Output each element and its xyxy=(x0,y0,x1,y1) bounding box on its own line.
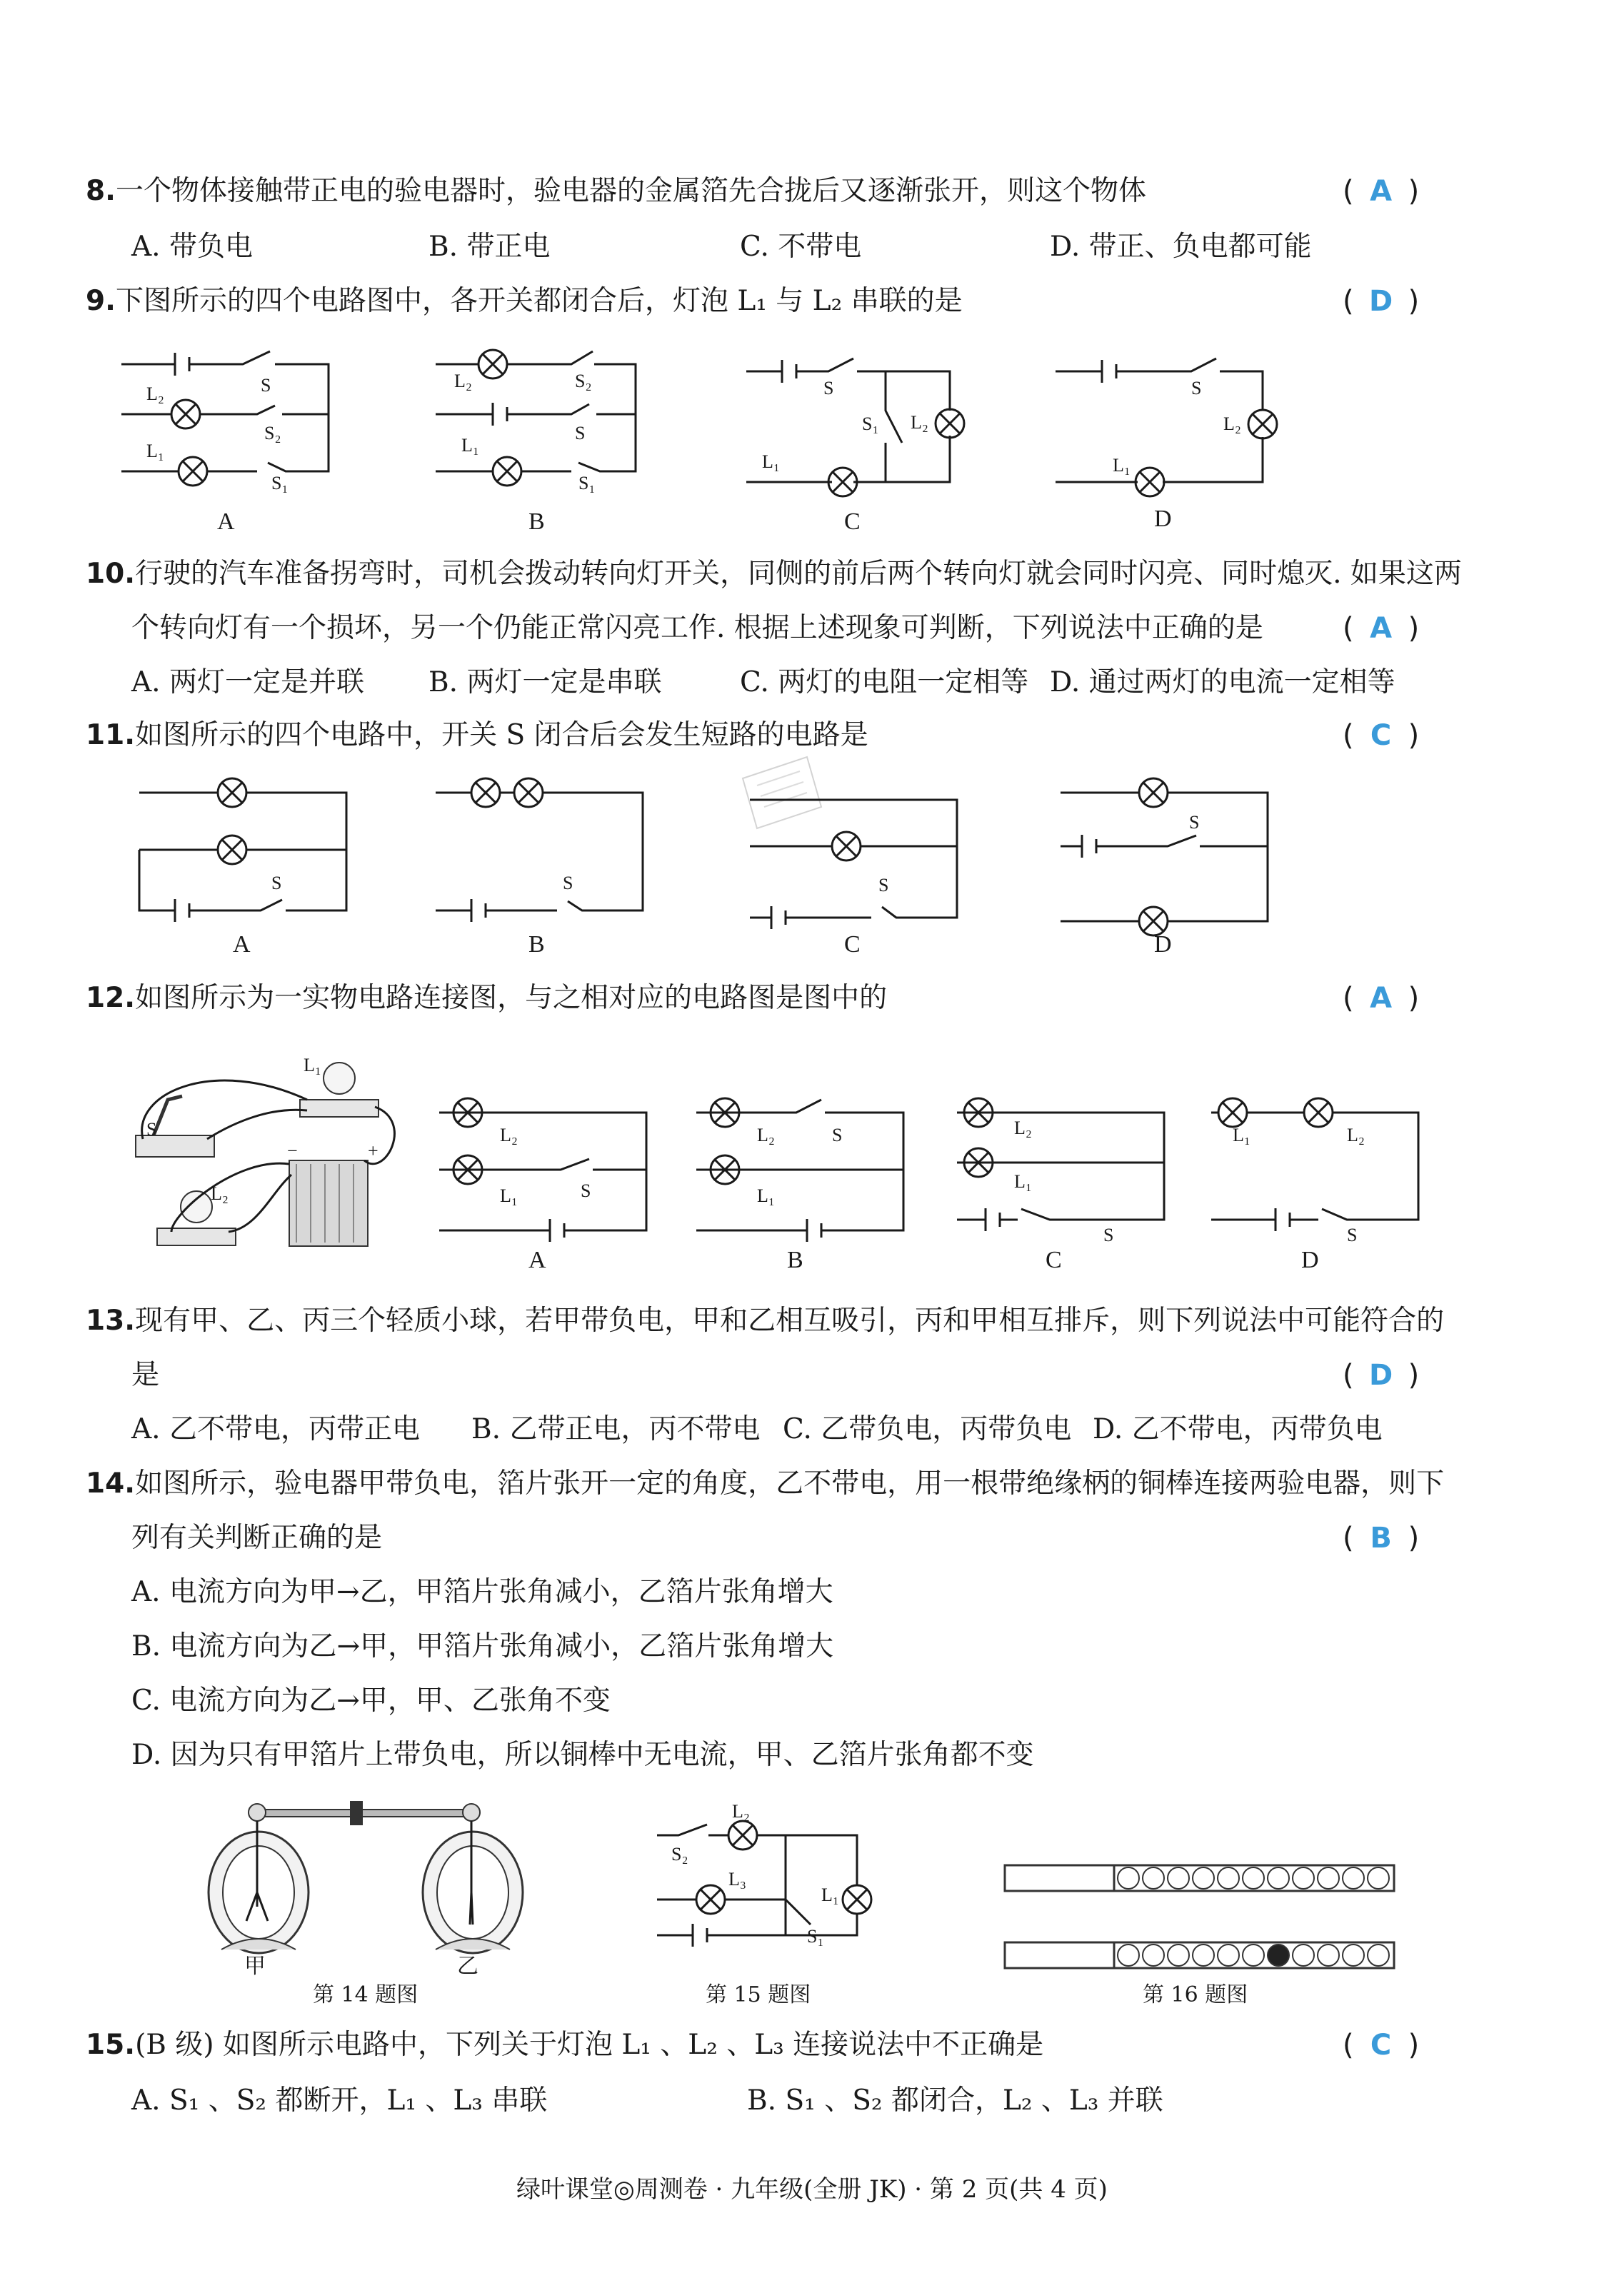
q10-text-1: 行驶的汽车准备拐弯时，司机会拨动转向灯开关，同侧的前后两个转向灯就会同时闪亮、同时熄灭. 如果这两 xyxy=(135,558,1462,590)
q14-text-1: 如图所示，验电器甲带负电，箔片张开一定的角度，乙不带电，用一根带绝缘柄的铜棒连接两验电器，则下 xyxy=(135,1467,1445,1500)
q10-number: 10. xyxy=(86,558,136,590)
svg-text:L₂: L₂ xyxy=(146,383,164,404)
q11-stem xyxy=(86,718,868,753)
q12-stem xyxy=(86,981,887,1015)
q8-stem xyxy=(86,174,1146,209)
q11-text: 如图所示的四个电路中，开关 S 闭合后会发生短路的电路是 xyxy=(135,719,868,751)
svg-text:S: S xyxy=(575,423,586,443)
page-footer: 绿叶课堂◎周测卷 · 九年级(全册 JK) · 第 2 页(共 4 页) xyxy=(516,2175,1108,2204)
q15-option-b: B. S₁ 、S₂ 都闭合，L₂ 、L₃ 并联 xyxy=(747,2084,1163,2117)
q10-option-c: C. 两灯的电阻一定相等 xyxy=(740,666,1029,698)
svg-text:S₁: S₁ xyxy=(807,1926,824,1947)
q15-answer: ( C ) xyxy=(1343,2029,1420,2062)
q11-label-c: C xyxy=(844,931,861,958)
q11-circuit-c xyxy=(743,793,964,928)
q15-text: (B 级) 如图所示电路中，下列关于灯泡 L₁ 、L₂ 、L₃ 连接说法中不正确是 xyxy=(135,2029,1044,2061)
q10-option-a: A. 两灯一定是并联 xyxy=(131,666,364,698)
q13-answer-value: D xyxy=(1369,1359,1393,1392)
svg-text:S: S xyxy=(581,1180,591,1201)
q13-text-1: 现有甲、乙、丙三个轻质小球，若甲带负电，甲和乙相互吸引，丙和甲相互排斥，则下列说法中可能符合的 xyxy=(135,1305,1445,1337)
q14-option-c: C. 电流方向为乙→甲，甲、乙张角不变 xyxy=(131,1685,611,1717)
q11-answer: ( C ) xyxy=(1343,719,1420,752)
q11-circuit-a xyxy=(132,786,354,921)
q14-stem-line2: 列有关判断正确的是 xyxy=(131,1522,383,1554)
q10-option-b: B. 两灯一定是串联 xyxy=(428,666,662,698)
q9-label-c: C xyxy=(844,508,861,535)
q8-text: 一个物体接触带正电的验电器时，验电器的金属箔先合拢后又逐渐张开，则这个物体 xyxy=(115,175,1146,207)
q11-label-b: B xyxy=(528,931,545,958)
q14-answer: ( B ) xyxy=(1343,1522,1420,1555)
q12-label-a: A xyxy=(528,1247,546,1273)
q9-circuit-a xyxy=(114,343,343,493)
svg-text:L₂: L₂ xyxy=(211,1183,229,1204)
q14-option-b: B. 电流方向为乙→甲，甲箔片张角减小，乙箔片张角增大 xyxy=(131,1630,834,1662)
q10-answer: ( A ) xyxy=(1343,612,1420,645)
svg-text:S₂: S₂ xyxy=(264,423,281,443)
svg-text:L₂: L₂ xyxy=(1223,413,1241,434)
q15-answer-value: C xyxy=(1370,2029,1392,2062)
svg-text:L₂: L₂ xyxy=(757,1125,775,1145)
svg-text:S: S xyxy=(271,873,282,893)
svg-text:L₂: L₂ xyxy=(1014,1118,1032,1138)
svg-text:S₁: S₁ xyxy=(271,473,289,493)
fig16-balls xyxy=(1003,1864,1396,1971)
svg-text:S: S xyxy=(878,875,889,895)
q8-option-d: D. 带正、负电都可能 xyxy=(1050,231,1312,263)
svg-text:L₂: L₂ xyxy=(1347,1125,1365,1145)
q14-number: 14. xyxy=(86,1467,136,1500)
q8-answer: ( A ) xyxy=(1343,175,1420,208)
svg-text:S₂: S₂ xyxy=(575,371,592,391)
svg-text:S: S xyxy=(1191,378,1202,398)
q9-circuit-d xyxy=(1048,350,1277,493)
svg-text:L₁: L₁ xyxy=(1233,1125,1250,1145)
q11-label-d: D xyxy=(1154,931,1172,958)
svg-text:S₁: S₁ xyxy=(578,473,596,493)
q12-physical-circuit xyxy=(129,1050,400,1264)
q10-option-d: D. 通过两灯的电流一定相等 xyxy=(1050,666,1395,698)
q9-circuit-b xyxy=(428,343,657,493)
q12-text: 如图所示为一实物电路连接图，与之相对应的电路图是图中的 xyxy=(135,982,888,1014)
q14-option-d: D. 因为只有甲箔片上带负电，所以铜棒中无电流，甲、乙箔片张角都不变 xyxy=(131,1739,1034,1771)
q13-answer: ( D ) xyxy=(1343,1359,1420,1392)
q8-answer-value: A xyxy=(1370,175,1393,208)
q10-stem-line2: 个转向灯有一个损坏，另一个仍能正常闪亮工作. 根据上述现象可判断，下列说法中正确的是 xyxy=(131,612,1263,644)
q12-answer: ( A ) xyxy=(1343,982,1420,1015)
svg-text:L₁: L₁ xyxy=(500,1185,518,1206)
svg-text:L₁: L₁ xyxy=(1113,455,1131,476)
q8-option-a: A. 带负电 xyxy=(131,231,253,263)
fig14-caption: 第 14 题图 xyxy=(313,1982,418,2007)
svg-text:L₃: L₃ xyxy=(728,1869,746,1890)
q8-option-b: B. 带正电 xyxy=(428,231,551,263)
q9-label-a: A xyxy=(217,508,235,535)
q9-answer-value: D xyxy=(1369,285,1393,318)
q8-number: 8. xyxy=(86,175,116,207)
svg-text:S: S xyxy=(1347,1225,1358,1245)
fig14-yi: 乙 xyxy=(457,1954,478,1979)
svg-text:S: S xyxy=(261,375,271,396)
q13-number: 13. xyxy=(86,1305,136,1337)
svg-text:L₂: L₂ xyxy=(500,1125,518,1145)
q9-stem xyxy=(86,284,963,318)
svg-text:L₁: L₁ xyxy=(762,451,780,472)
fig15-caption: 第 15 题图 xyxy=(706,1982,811,2007)
fig14-electroscopes xyxy=(207,1800,528,1964)
q12-circuit-d xyxy=(1204,1105,1425,1245)
svg-text:−: − xyxy=(287,1140,298,1161)
q14-answer-value: B xyxy=(1370,1522,1392,1555)
svg-text:S: S xyxy=(832,1125,843,1145)
q13-option-d: D. 乙不带电，丙带负电 xyxy=(1093,1413,1383,1445)
svg-text:L₁: L₁ xyxy=(304,1055,321,1075)
q9-label-b: B xyxy=(528,508,545,535)
svg-text:S₂: S₂ xyxy=(671,1844,688,1865)
q9-number: 9. xyxy=(86,285,116,317)
q9-text: 下图所示的四个电路图中，各开关都闭合后，灯泡 L₁ 与 L₂ 串联的是 xyxy=(115,285,963,317)
q12-answer-value: A xyxy=(1370,982,1393,1015)
q11-answer-value: C xyxy=(1370,719,1392,752)
svg-text:S: S xyxy=(146,1119,157,1140)
svg-text:L₁: L₁ xyxy=(146,441,164,461)
svg-text:L₁: L₁ xyxy=(1014,1171,1032,1192)
q11-number: 11. xyxy=(86,719,136,751)
q12-label-d: D xyxy=(1301,1247,1319,1273)
svg-text:L₂: L₂ xyxy=(454,371,472,391)
q11-label-a: A xyxy=(233,931,251,958)
svg-text:S: S xyxy=(1103,1225,1114,1245)
q11-circuit-b xyxy=(428,786,650,921)
q13-option-b: B. 乙带正电，丙不带电 xyxy=(471,1413,761,1445)
q8-option-c: C. 不带电 xyxy=(740,231,862,263)
q9-label-d: D xyxy=(1154,506,1172,532)
svg-text:S₁: S₁ xyxy=(862,413,879,434)
svg-text:L₂: L₂ xyxy=(911,412,928,433)
svg-text:L₁: L₁ xyxy=(821,1885,839,1905)
q13-option-a: A. 乙不带电，丙带正电 xyxy=(131,1413,420,1445)
svg-text:L₁: L₁ xyxy=(461,435,479,456)
q12-number: 12. xyxy=(86,982,136,1014)
svg-text:L₁: L₁ xyxy=(757,1185,775,1206)
svg-text:S: S xyxy=(563,873,573,893)
q10-stem-line1 xyxy=(86,557,1462,591)
q12-label-c: C xyxy=(1046,1247,1062,1273)
q14-option-a: A. 电流方向为甲→乙，甲箔片张角减小，乙箔片张角增大 xyxy=(131,1576,833,1608)
svg-text:L₂: L₂ xyxy=(732,1801,750,1822)
q12-circuit-b xyxy=(689,1105,911,1241)
q13-option-c: C. 乙带负电，丙带负电 xyxy=(783,1413,1072,1445)
svg-text:S: S xyxy=(823,378,834,398)
q13-stem-line2: 是 xyxy=(131,1359,160,1391)
q9-circuit-c xyxy=(739,350,968,493)
q12-label-b: B xyxy=(787,1247,803,1273)
q14-stem-line1 xyxy=(86,1467,1444,1501)
svg-text:S: S xyxy=(1189,812,1200,833)
q15-number: 15. xyxy=(86,2029,136,2061)
fig16-caption: 第 16 题图 xyxy=(1143,1982,1248,2007)
q11-circuit-d xyxy=(1053,786,1275,935)
q15-option-a: A. S₁ 、S₂ 都断开，L₁ 、L₃ 串联 xyxy=(131,2084,548,2117)
q9-answer: ( D ) xyxy=(1343,285,1420,318)
q10-answer-value: A xyxy=(1370,612,1393,645)
fig15-circuit xyxy=(650,1801,878,1971)
q12-circuit-a xyxy=(432,1105,653,1241)
q13-stem-line1 xyxy=(86,1304,1444,1338)
q12-circuit-c xyxy=(950,1105,1171,1245)
q15-stem xyxy=(86,2028,1043,2062)
fig14-jia: 甲 xyxy=(244,1954,266,1979)
svg-text:+: + xyxy=(368,1140,379,1161)
